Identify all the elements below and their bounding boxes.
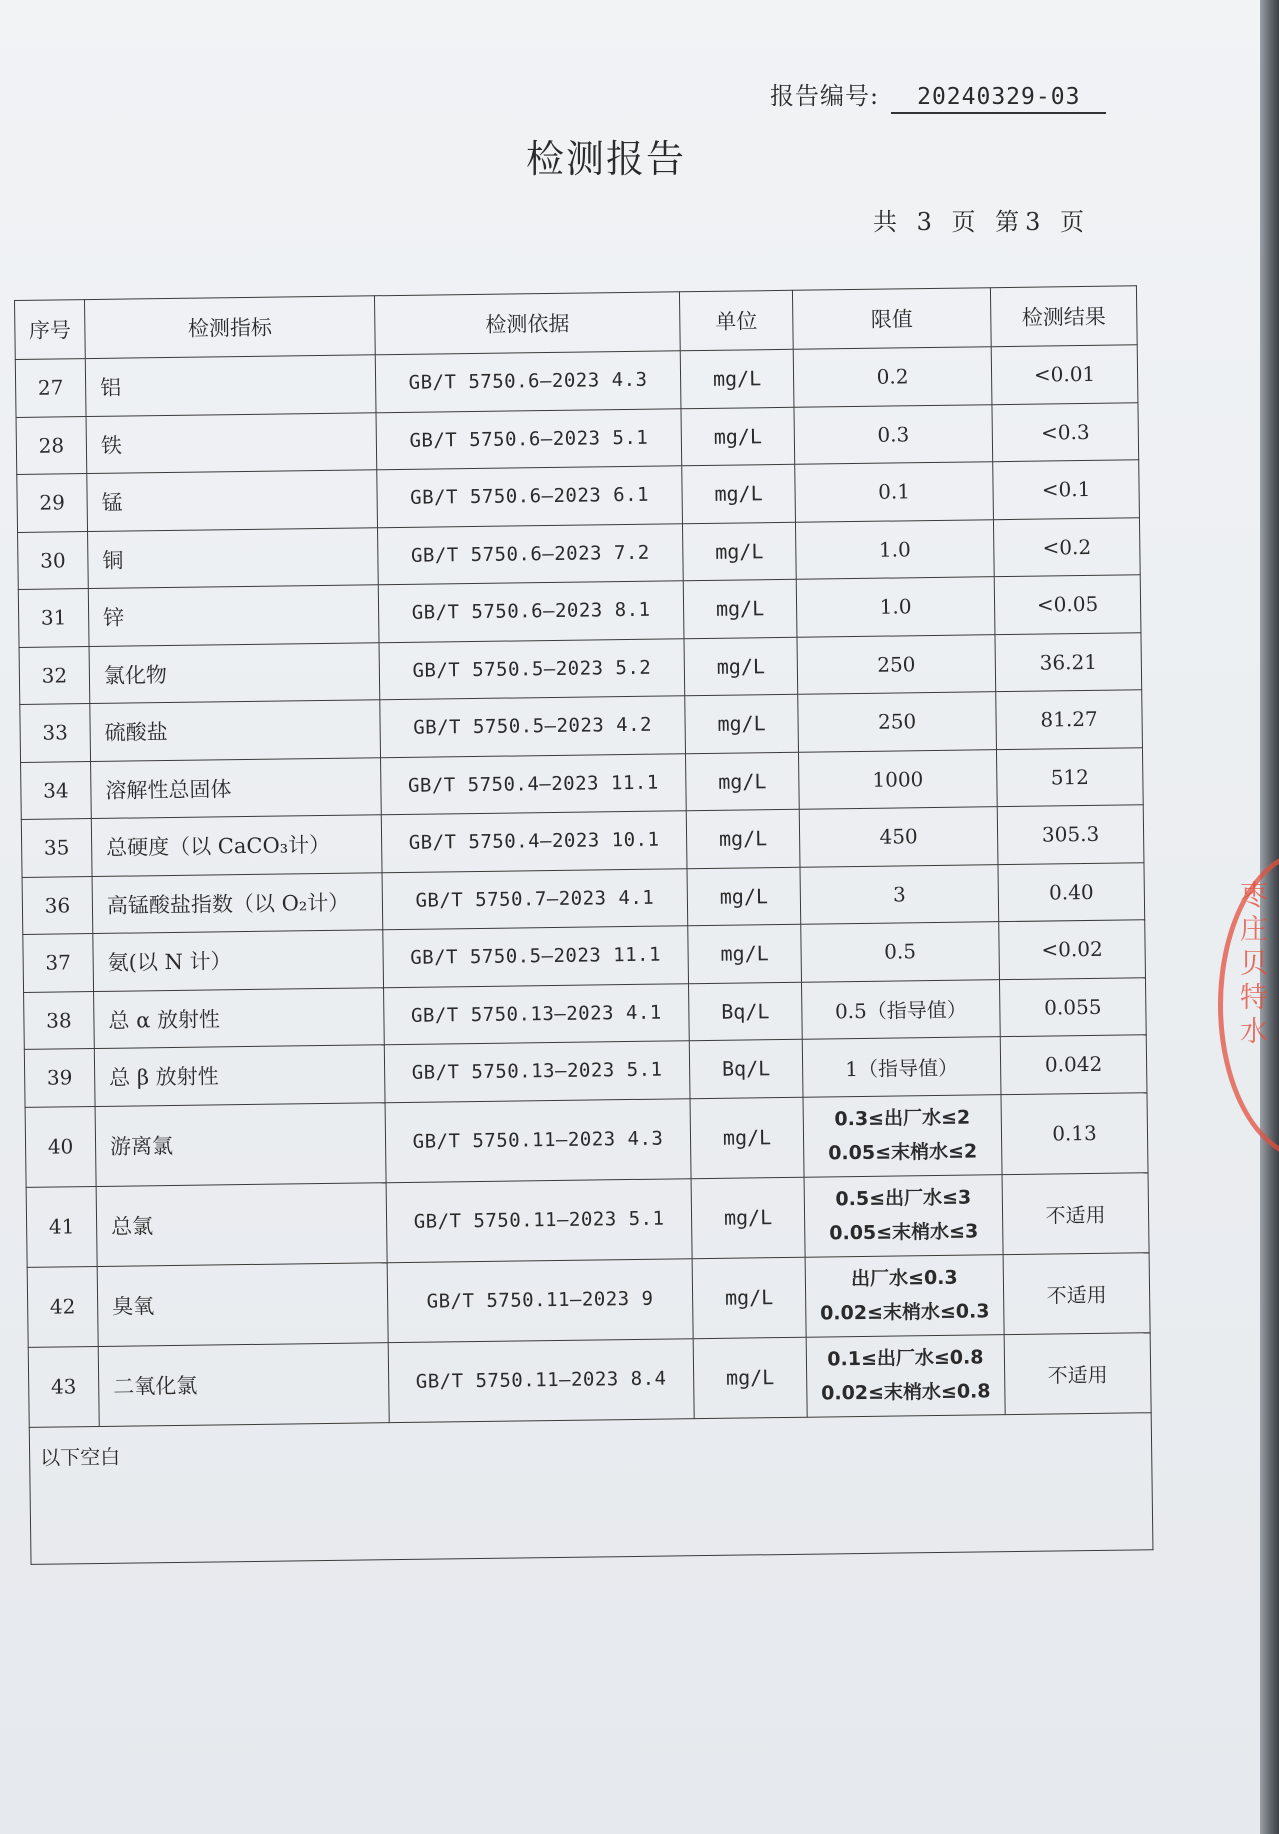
table-row bbox=[25, 1092, 1148, 1187]
row-basis: GB/T 5750.6—2023 6.1 bbox=[377, 466, 683, 527]
row-result: <0.05 bbox=[994, 575, 1141, 634]
row-result: 不适用 bbox=[1004, 1332, 1151, 1414]
row-basis: GB/T 5750.6—2023 5.1 bbox=[376, 408, 682, 469]
row-limit bbox=[798, 692, 997, 752]
row-basis: GB/T 5750.7—2023 4.1 bbox=[382, 868, 688, 929]
row-limit-line: 3 bbox=[892, 882, 906, 907]
row-limit-line: 出厂水≤0.3 bbox=[850, 1266, 958, 1291]
row-number: 33 bbox=[20, 704, 91, 762]
row-limit-line: 0.1≤出厂水≤0.8 bbox=[827, 1346, 984, 1371]
row-number: 38 bbox=[24, 991, 95, 1049]
row-limit bbox=[794, 404, 993, 464]
row-result: <0.01 bbox=[991, 345, 1138, 404]
row-number: 42 bbox=[27, 1266, 98, 1347]
page-title: 检测报告 bbox=[525, 137, 686, 181]
row-result: 0.13 bbox=[1001, 1092, 1148, 1174]
row-unit: Bq/L bbox=[689, 1039, 803, 1098]
row-result: 36.21 bbox=[995, 632, 1142, 691]
row-unit: mg/L bbox=[680, 349, 794, 408]
row-indicator: 总 α 放射性 bbox=[94, 987, 385, 1048]
row-unit: mg/L bbox=[692, 1257, 806, 1338]
row-limit bbox=[801, 922, 1000, 982]
row-number: 37 bbox=[23, 934, 94, 992]
row-result: 0.055 bbox=[999, 977, 1146, 1036]
results-table bbox=[14, 285, 1153, 1564]
row-number: 35 bbox=[21, 819, 92, 877]
row-unit: mg/L bbox=[693, 1337, 807, 1418]
row-limit bbox=[803, 1094, 1002, 1177]
row-basis: GB/T 5750.4—2023 11.1 bbox=[381, 753, 687, 814]
row-indicator: 二氧化氯 bbox=[98, 1342, 389, 1426]
row-limit bbox=[795, 462, 994, 522]
row-basis: GB/T 5750.11—2023 5.1 bbox=[386, 1178, 692, 1262]
table-row bbox=[28, 1332, 1151, 1427]
row-limit-line: 0.02≤末梢水≤0.8 bbox=[821, 1380, 991, 1405]
row-indicator: 总硬度（以 CaCO₃计） bbox=[91, 815, 382, 876]
row-basis: GB/T 5750.5—2023 5.2 bbox=[379, 638, 685, 699]
row-unit: mg/L bbox=[691, 1177, 805, 1258]
row-indicator: 高锰酸盐指数（以 O₂计） bbox=[92, 872, 383, 933]
row-limit bbox=[801, 979, 1000, 1039]
row-result: 81.27 bbox=[996, 690, 1143, 749]
row-unit: mg/L bbox=[683, 579, 797, 638]
row-limit bbox=[795, 519, 994, 579]
row-limit-line: 0.05≤末梢水≤3 bbox=[829, 1220, 979, 1245]
row-limit-line: 450 bbox=[879, 824, 918, 849]
row-number: 39 bbox=[24, 1049, 95, 1107]
row-number: 28 bbox=[16, 416, 87, 474]
blank-below-note: 以下空白 bbox=[29, 1412, 1153, 1564]
row-unit: mg/L bbox=[688, 924, 802, 983]
row-number: 32 bbox=[19, 646, 90, 704]
row-limit-line: 0.02≤末梢水≤0.3 bbox=[819, 1300, 990, 1325]
row-limit bbox=[806, 1334, 1005, 1417]
row-indicator: 溶解性总固体 bbox=[91, 757, 382, 818]
row-unit: Bq/L bbox=[689, 982, 803, 1041]
row-limit-line: 0.3 bbox=[877, 422, 910, 447]
col-header-indicator: 检测指标 bbox=[85, 296, 376, 359]
row-basis: GB/T 5750.4—2023 10.1 bbox=[381, 811, 687, 872]
row-limit-line: 1.0 bbox=[878, 537, 911, 562]
row-unit: mg/L bbox=[685, 694, 799, 753]
results-table-wrap bbox=[14, 285, 1152, 1564]
row-number: 41 bbox=[26, 1186, 97, 1267]
row-indicator: 硫酸盐 bbox=[90, 700, 381, 761]
row-limit bbox=[802, 1037, 1001, 1097]
row-limit-line: 0.05≤末梢水≤2 bbox=[828, 1140, 978, 1165]
row-unit: mg/L bbox=[685, 752, 799, 811]
report-number-value: 20240329-03 bbox=[891, 84, 1106, 114]
col-header-unit: 单位 bbox=[679, 290, 793, 350]
row-basis: GB/T 5750.11—2023 4.3 bbox=[385, 1098, 691, 1182]
row-number: 27 bbox=[15, 359, 86, 417]
row-result: 0.40 bbox=[998, 862, 1145, 921]
row-indicator: 铝 bbox=[85, 355, 376, 416]
row-number: 36 bbox=[22, 876, 93, 934]
row-number: 43 bbox=[28, 1346, 99, 1427]
row-indicator: 游离氯 bbox=[95, 1102, 386, 1186]
row-limit-line: 1（指导值） bbox=[845, 1055, 959, 1081]
row-indicator: 臭氧 bbox=[97, 1262, 388, 1346]
row-basis: GB/T 5750.6—2023 4.3 bbox=[375, 351, 681, 412]
row-limit bbox=[804, 1174, 1003, 1257]
row-result: 512 bbox=[996, 747, 1143, 806]
row-unit: mg/L bbox=[690, 1097, 804, 1178]
row-unit: mg/L bbox=[682, 522, 796, 581]
col-header-no: 序号 bbox=[15, 300, 86, 360]
row-number: 30 bbox=[18, 531, 89, 589]
report-number-label: 报告编号: bbox=[770, 82, 880, 110]
row-basis: GB/T 5750.5—2023 11.1 bbox=[383, 926, 689, 987]
row-limit-line: 0.1 bbox=[878, 479, 911, 504]
row-limit-line: 0.3≤出厂水≤2 bbox=[834, 1106, 971, 1131]
row-limit-line: 250 bbox=[877, 651, 916, 677]
table-row bbox=[26, 1172, 1149, 1267]
official-seal-text: 枣庄贝特水 bbox=[1236, 880, 1269, 1050]
row-indicator: 总 β 放射性 bbox=[94, 1045, 385, 1106]
row-number: 34 bbox=[21, 761, 92, 819]
row-basis: GB/T 5750.6—2023 7.2 bbox=[378, 523, 684, 584]
row-unit: mg/L bbox=[682, 464, 796, 523]
col-header-result: 检测结果 bbox=[990, 286, 1137, 347]
row-indicator: 铁 bbox=[86, 412, 377, 473]
row-result: 0.042 bbox=[1000, 1035, 1147, 1094]
row-limit-line: 0.2 bbox=[876, 364, 909, 389]
row-limit bbox=[797, 634, 996, 694]
row-basis: GB/T 5750.13—2023 5.1 bbox=[384, 1041, 690, 1102]
footer-row bbox=[29, 1412, 1153, 1564]
row-basis: GB/T 5750.11—2023 9 bbox=[387, 1258, 693, 1342]
row-unit: mg/L bbox=[687, 867, 801, 926]
row-limit-line: 1.0 bbox=[879, 594, 912, 619]
row-limit bbox=[793, 347, 992, 407]
row-limit-line: 0.5（指导值） bbox=[834, 997, 967, 1024]
row-limit bbox=[798, 749, 997, 809]
page-info: 共 3 页 第3 页 bbox=[873, 208, 1091, 236]
row-basis: GB/T 5750.5—2023 4.2 bbox=[380, 696, 686, 757]
col-header-limit: 限值 bbox=[792, 288, 991, 350]
row-result: 不适用 bbox=[1003, 1252, 1150, 1334]
row-indicator: 氯化物 bbox=[89, 642, 380, 703]
row-indicator: 铜 bbox=[88, 527, 379, 588]
row-indicator: 锰 bbox=[87, 470, 378, 531]
row-result: <0.1 bbox=[993, 460, 1140, 519]
row-limit bbox=[805, 1254, 1004, 1337]
row-result: <0.02 bbox=[999, 920, 1146, 979]
row-limit-line: 250 bbox=[877, 709, 917, 734]
row-result: <0.3 bbox=[992, 402, 1139, 461]
row-limit bbox=[799, 807, 998, 867]
row-limit bbox=[796, 577, 995, 637]
row-indicator: 氨(以 N 计） bbox=[93, 930, 384, 991]
row-result: <0.2 bbox=[993, 517, 1140, 576]
row-unit: mg/L bbox=[684, 637, 798, 696]
row-number: 31 bbox=[18, 589, 89, 647]
row-basis: GB/T 5750.6—2023 8.1 bbox=[378, 581, 684, 642]
row-result: 不适用 bbox=[1002, 1172, 1149, 1254]
row-number: 29 bbox=[17, 474, 88, 532]
row-basis: GB/T 5750.11—2023 8.4 bbox=[388, 1338, 694, 1422]
row-unit: mg/L bbox=[686, 809, 800, 868]
col-header-basis: 检测依据 bbox=[374, 292, 680, 355]
row-unit: mg/L bbox=[681, 407, 795, 466]
report-number bbox=[770, 76, 1106, 114]
row-indicator: 锌 bbox=[88, 585, 379, 646]
row-limit-line: 0.5 bbox=[884, 939, 917, 964]
row-number: 40 bbox=[25, 1106, 96, 1187]
row-limit-line: 0.5≤出厂水≤3 bbox=[835, 1186, 972, 1211]
row-indicator: 总氯 bbox=[96, 1182, 387, 1266]
row-limit bbox=[800, 864, 999, 924]
row-result: 305.3 bbox=[997, 805, 1144, 864]
row-limit-line: 1000 bbox=[872, 766, 924, 792]
row-basis: GB/T 5750.13—2023 4.1 bbox=[384, 983, 690, 1044]
table-row bbox=[27, 1252, 1150, 1347]
